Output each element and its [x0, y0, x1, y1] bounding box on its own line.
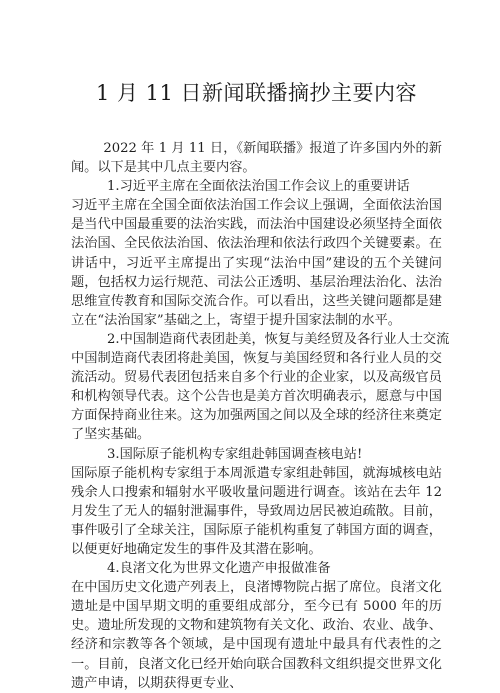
- section-body: 在中国历史文化遗产列表上，良渚博物院占据了席位。良渚文化遗址是中国早期文明的重要组成部分，至今已有 5000 年的历史。遗址所发现的文物和建筑物有关文化、政治、农业、战争、经济和宗教等各个领域，是中国现有遗址中最具有代表性的之一。目前，良渚文化已经开始向联合国教科文组织提交世界文化遗产申请，以期获得更专业、: [71, 580, 442, 691]
- section-body: 国际原子能机构专家组于本周派遣专家组赴韩国，就海城核电站残余人口搜索和辐射水平吸收量问题进行调查。该站在去年 12 月发生了无人的辐射泄漏事件，导致周边居民被迫疏散。目前，事件吸引了全球关注，国际原子能机构重复了韩国方面的调查，以便更好地确定发生的事件及其潜在影响。: [71, 465, 442, 557]
- section-heading: 2.中国制造商代表团赴美，恢复与美经贸及各行业人士交流: [107, 331, 450, 347]
- section-body: 中国制造商代表团将赴美国，恢复与美国经贸和各行业人员的交流活动。贸易代表团包括来自多个行业的企业家，以及高级官员和机构领导代表。这个公告也是美方首次明确表示，愿意与中国方面保持商业往来。这为加强两国之间以及全球的经济往来奠定了坚实基础。: [71, 351, 442, 443]
- section-heading: 1.习近平主席在全面依法治国工作会议上的重要讲话: [107, 179, 410, 195]
- section-2: [71, 330, 450, 445]
- section-1: [71, 177, 442, 330]
- document-title: 1 月 11 日新闻联播摘抄主要内容: [95, 81, 418, 105]
- intro-paragraph: 2022 年 1 月 11 日，《新闻联播》报道了许多国内外的新闻。以下是其中几点主要内容。: [71, 141, 442, 176]
- section-body: 习近平主席在全国全面依法治国工作会议上强调，全面依法治国是当代中国最重要的法治实践，而法治中国建设必须坚持全面依法治国、全民依法治国、依法治理和依法行政四个关键要素。在讲话中，习近平主席提出了实现“法治中国”建设的五个关键问题，包括权力运行规范、司法公正透明、基层治理法治化、法治思维宣传教育和国际交流合作。可以看出，这些关键问题都是建立在“法治国家”基础之上，寄望于提升国家法制的水平。: [71, 198, 442, 328]
- section-4: [71, 559, 442, 693]
- section-heading: 4.良渚文化为世界文化遗产申报做准备: [107, 561, 331, 577]
- section-3: [71, 445, 442, 560]
- section-heading: 3.国际原子能机构专家组赴韩国调查核电站!: [107, 446, 363, 462]
